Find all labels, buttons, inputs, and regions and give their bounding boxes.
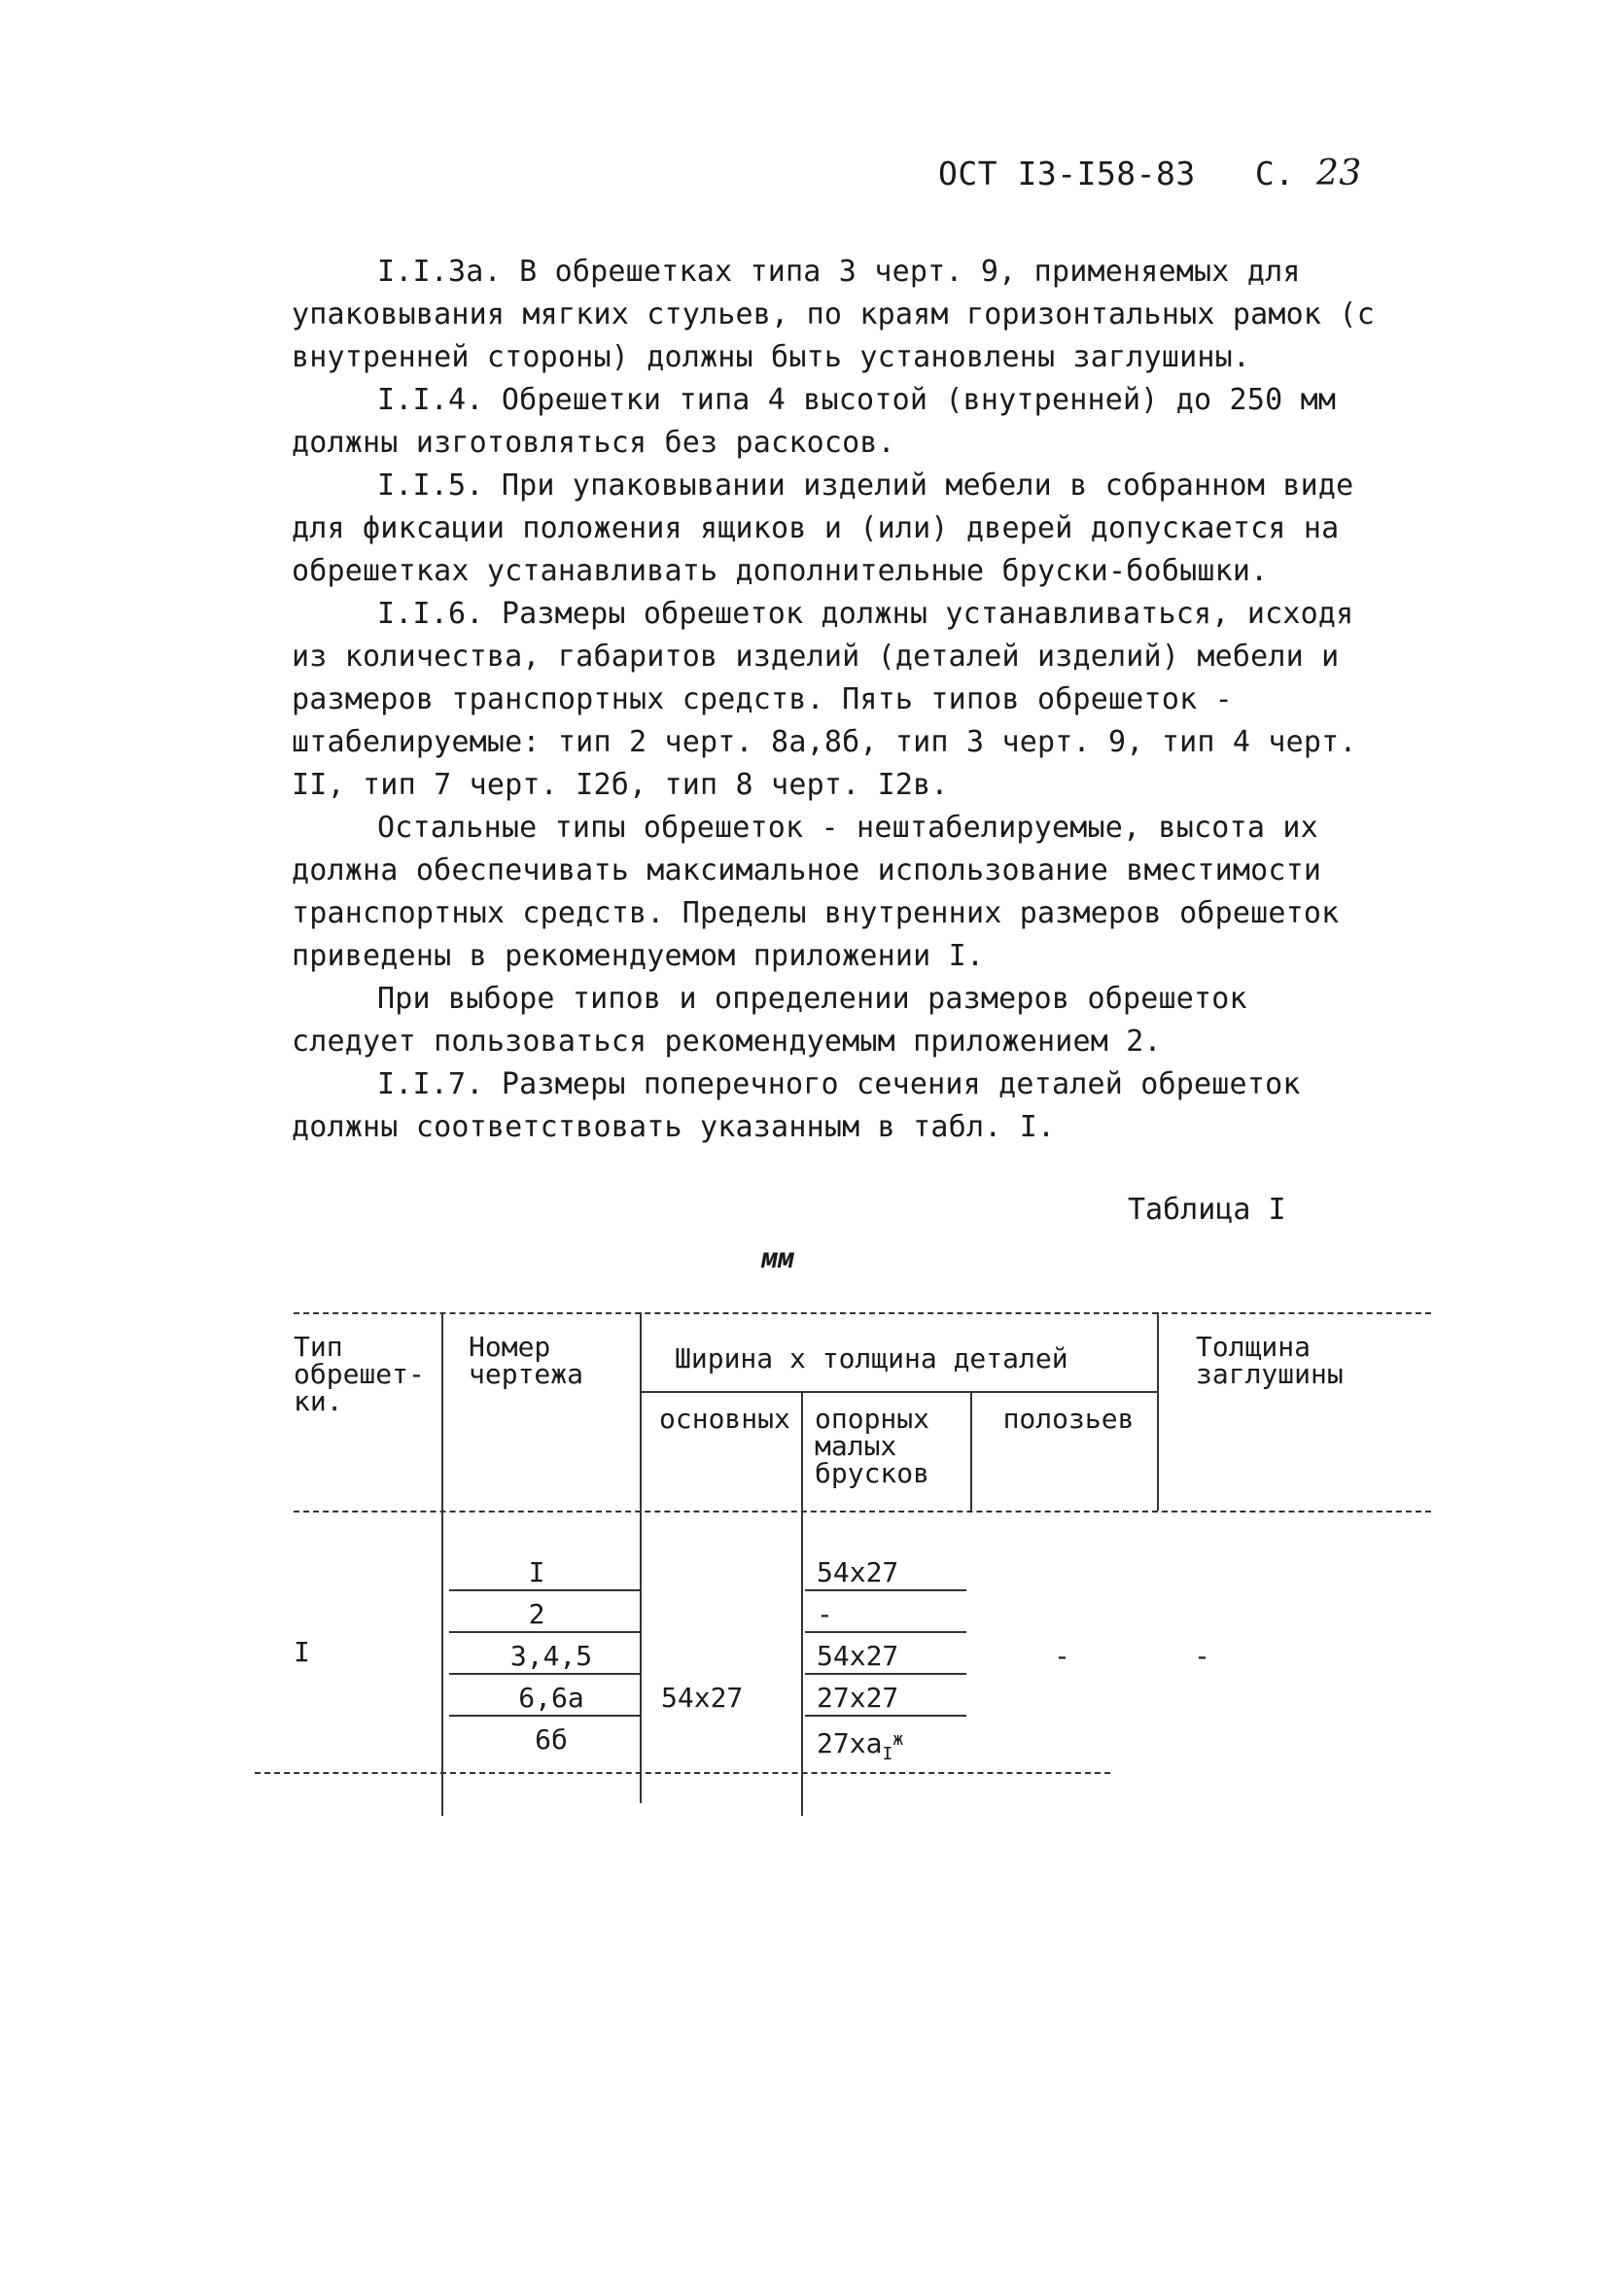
page-prefix: С. [1254,155,1295,192]
column-rule [801,1391,803,1816]
row-rule [449,1715,640,1717]
body-text [292,251,1381,1149]
type-value: I [294,1636,310,1668]
document-code: ОСТ I3-I58-83 [938,155,1196,192]
column-rule [970,1391,972,1511]
paragraph: Остальные типы обрешеток - нештабелируемые, высота их должна обеспечивать максимальное использование вместимости транспортных средств. Пределы внутренних размеров обрешеток приведены в рекомендуемом приложении I. [292,811,1340,973]
header-group: Ширина х толщина деталей [675,1342,1068,1374]
header-type: Тип обрешет- ки. [294,1331,425,1417]
table-bottom-rule [255,1772,1110,1774]
row-rule [449,1673,640,1675]
table-caption: Таблица I [1128,1193,1286,1227]
support-value-subscript: I [882,1744,893,1764]
header-runners: полозьев [1002,1403,1135,1435]
page-number: 23 [1316,154,1362,193]
row-rule [449,1589,640,1591]
main-value: 54х27 [661,1682,744,1714]
column-rule [1157,1312,1159,1511]
header-bottom-rule [294,1511,1431,1513]
support-value: 27х27 [817,1682,899,1714]
paragraph: I.I.5. При упаковывании изделий мебели в собранном виде для фиксации положения ящиков и (или) дверей допускается на обрешетках устанавливать дополнительные бруски-бобышки. [292,469,1354,588]
column-rule [640,1312,642,1803]
support-value: 54х27 [817,1640,899,1672]
page-header [938,154,1362,193]
support-value-last [817,1726,903,1768]
support-value: - [817,1598,833,1630]
support-value-superscript: ж [892,1729,904,1750]
drawing-number: 6б [535,1723,568,1756]
paragraph: I.I.6. Размеры обрешеток должны устанавливаться, исходя из количества, габаритов изделий (деталей изделий) мебели и размеров транспортных средств. Пять типов обрешеток - штабелируемые: тип 2 черт. 8а,8б, тип 3 черт. 9, тип 4 черт. II, тип 7 черт. I2б, тип 8 черт. I2в. [292,597,1357,802]
drawing-number: 3,4,5 [509,1640,593,1672]
table-top-rule [294,1312,1431,1314]
plug-value: - [1194,1640,1210,1672]
row-rule [805,1715,966,1717]
header-drawing: Номер чертежа [469,1331,584,1390]
paragraph: I.I.4. Обрешетки типа 4 высотой (внутренней) до 250 мм должны изготовляться без раскосов. [292,383,1337,460]
table-unit: мм [761,1242,794,1274]
subheader-rule [640,1391,1157,1393]
header-main: основных [659,1403,790,1435]
drawing-number: 2 [528,1598,545,1630]
dimensions-table [255,1301,1431,1826]
paragraph: При выборе типов и определении размеров обрешеток следует пользоваться рекомендуемым приложением 2. [292,982,1247,1059]
runners-value: - [1054,1640,1070,1672]
row-rule [805,1631,966,1633]
column-rule [441,1312,443,1816]
row-rule [805,1589,966,1591]
header-plug: Толщина заглушины [1196,1331,1344,1390]
support-value: 27ха [817,1727,883,1759]
paragraph: I.I.7. Размеры поперечного сечения деталей обрешеток должны соответствовать указанным в табл. I. [292,1067,1301,1144]
paragraph: I.I.3а. В обрешетках типа 3 черт. 9, применяемых для упаковывания мягких стульев, по краям горизонтальных рамок (с внутренней стороны) должны быть установлены заглушины. [292,255,1375,374]
support-value: 54х27 [817,1556,899,1588]
row-rule [449,1631,640,1633]
header-support: опорных малых брусков [815,1403,930,1489]
row-rule [805,1673,966,1675]
drawing-number: 6,6а [518,1682,584,1714]
drawing-number: I [528,1556,545,1588]
